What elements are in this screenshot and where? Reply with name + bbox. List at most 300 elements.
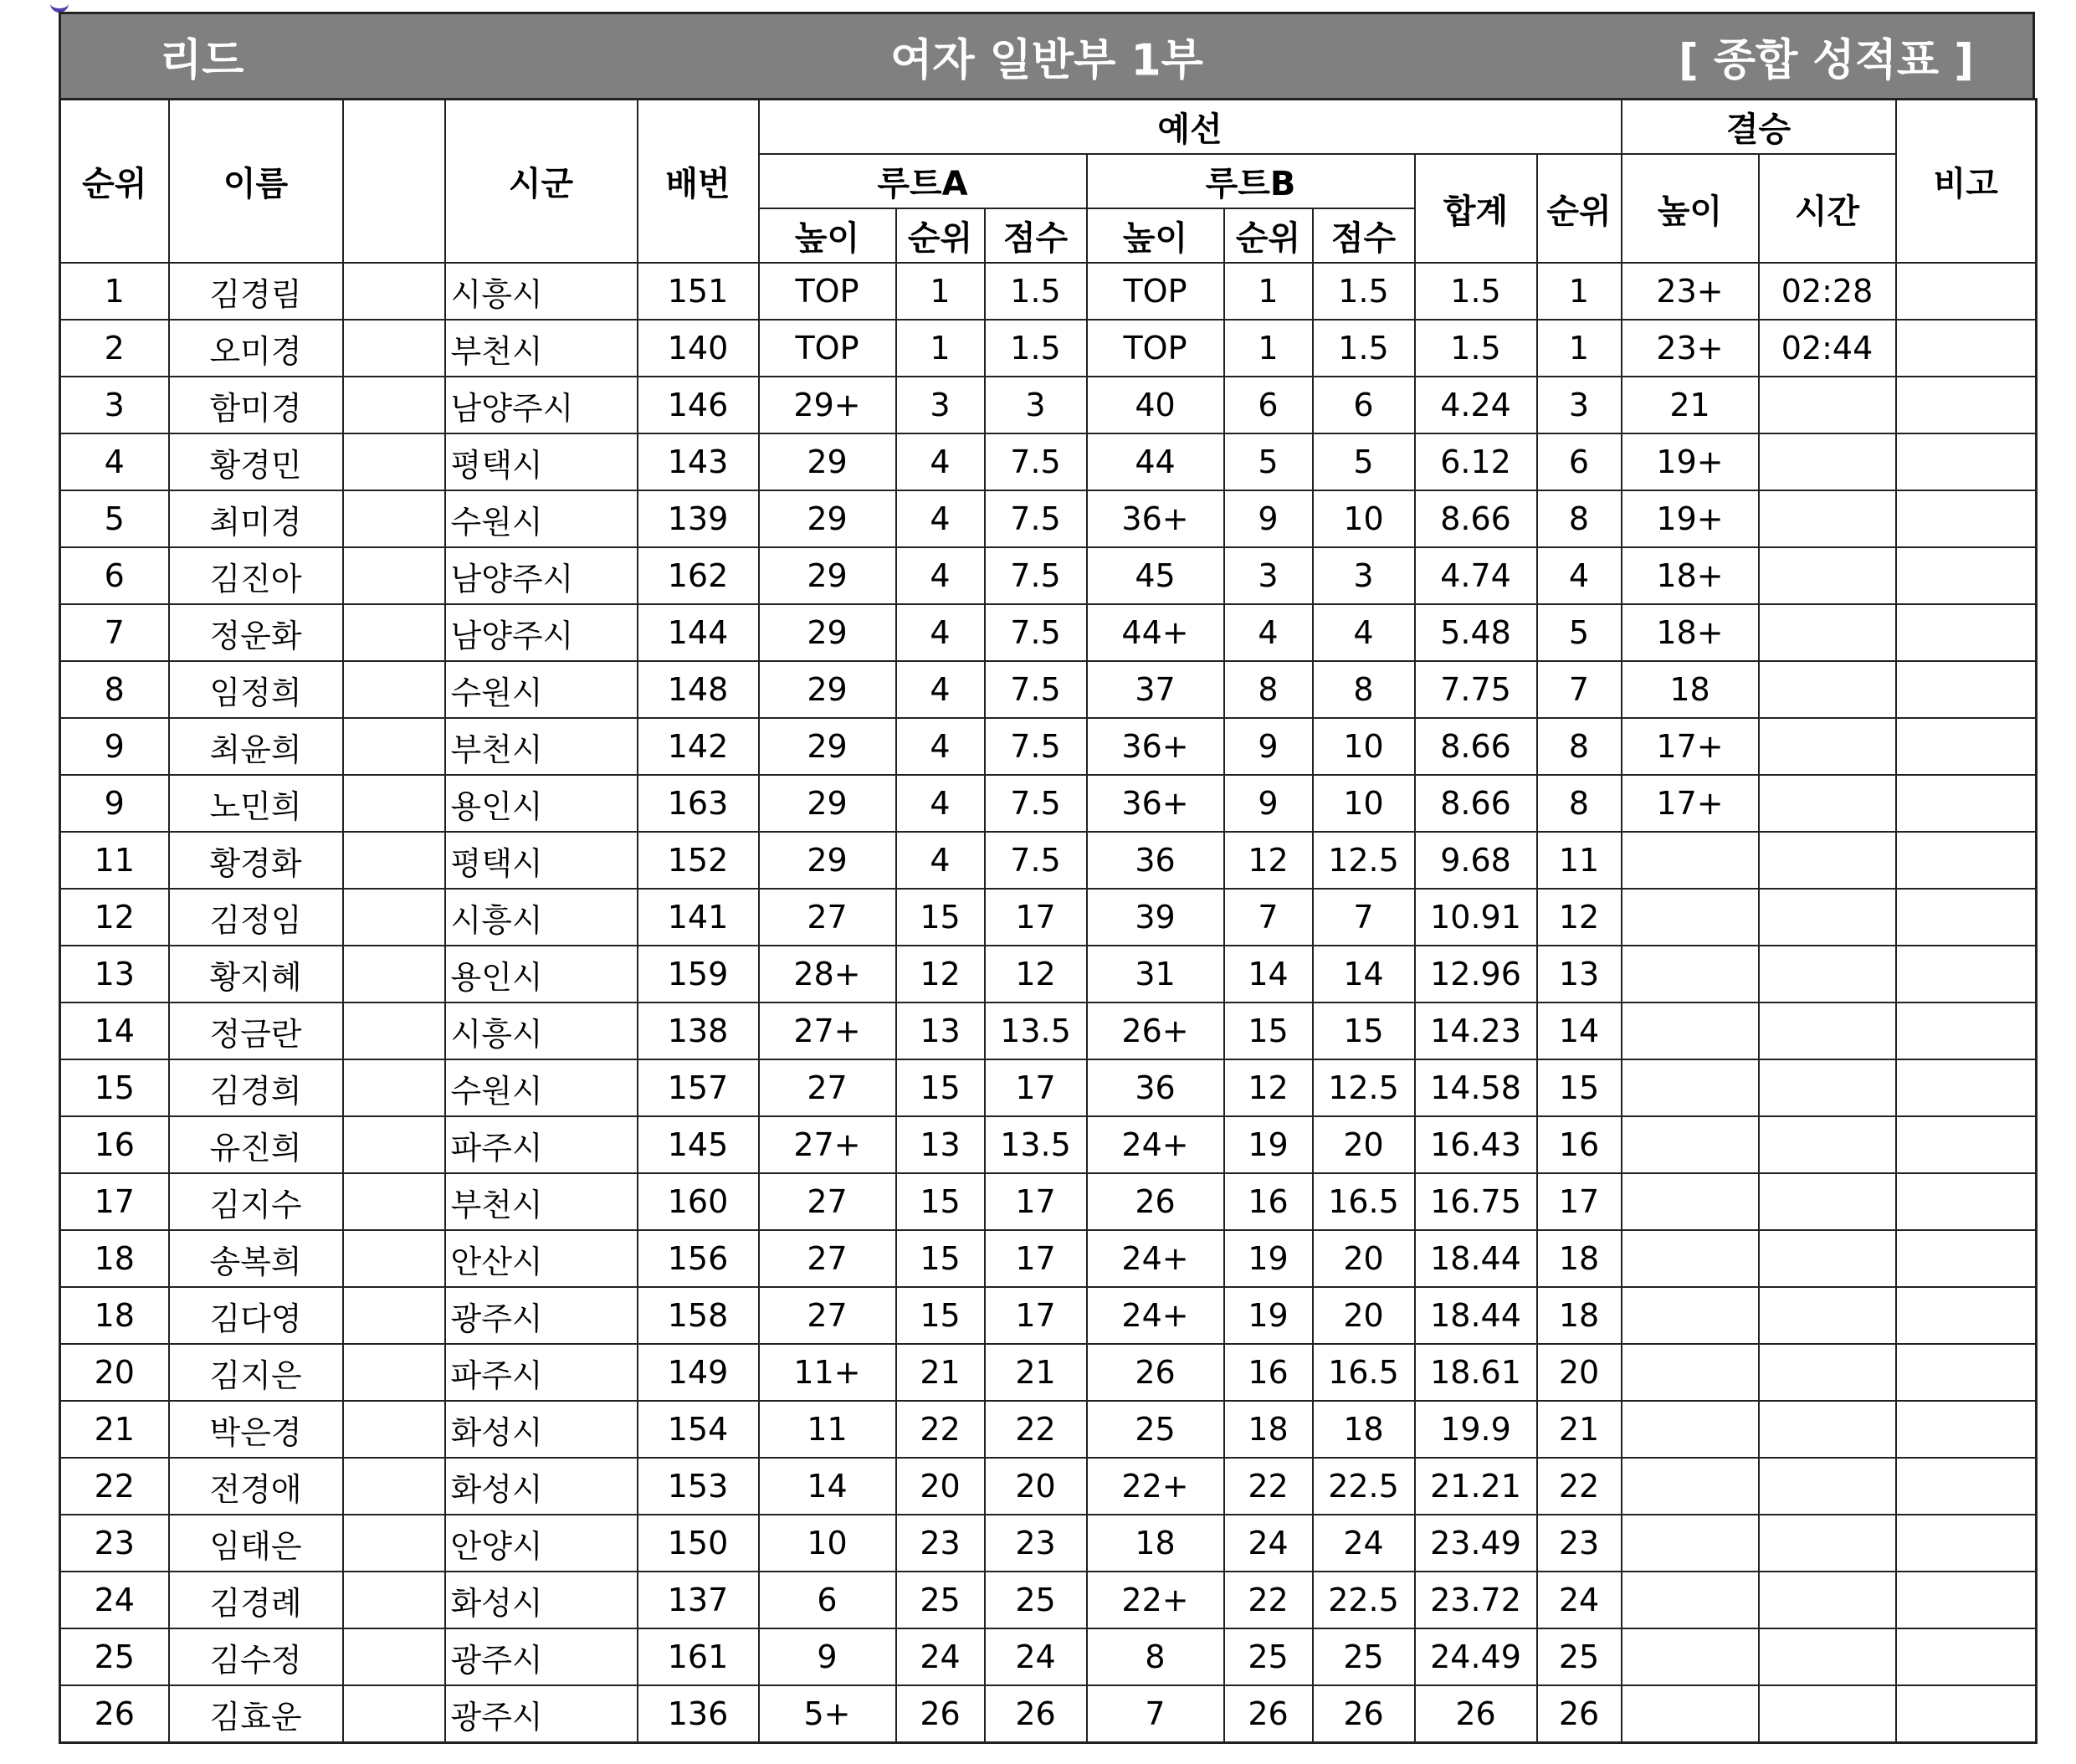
cell-route-b-score: 24 (1313, 1515, 1415, 1572)
cell-rank: 6 (60, 547, 169, 604)
cell-route-b-height: TOP (1087, 263, 1224, 320)
cell-route-a-height: 27+ (759, 1003, 896, 1059)
cell-qual-rank: 11 (1537, 832, 1622, 889)
cell-final-height (1622, 1116, 1759, 1173)
cell-bib: 150 (638, 1515, 759, 1572)
cell-route-a-place: 4 (896, 547, 985, 604)
cell-bib: 137 (638, 1572, 759, 1628)
cell-qual-rank: 22 (1537, 1458, 1622, 1515)
cell-city: 화성시 (445, 1458, 638, 1515)
cell-note (1896, 604, 2037, 661)
cell-final-time (1759, 832, 1896, 889)
cell-name: 오미경 (169, 320, 343, 377)
cell-route-a-place: 4 (896, 433, 985, 490)
cell-name: 김경희 (169, 1059, 343, 1116)
cell-qual-rank: 18 (1537, 1287, 1622, 1344)
cell-city: 안양시 (445, 1515, 638, 1572)
cell-route-b-height: 39 (1087, 889, 1224, 946)
cell-route-b-place: 14 (1224, 946, 1313, 1003)
corner-decoration (50, 0, 69, 13)
cell-route-a-score: 23 (985, 1515, 1087, 1572)
cell-route-a-height: 29 (759, 775, 896, 832)
cell-city: 남양주시 (445, 377, 638, 433)
cell-route-b-height: 36 (1087, 1059, 1224, 1116)
cell-route-a-score: 1.5 (985, 320, 1087, 377)
cell-final-time: 02:28 (1759, 263, 1896, 320)
header-route-b-height: 높이 (1087, 208, 1224, 263)
table-row (60, 1515, 2037, 1572)
cell-route-a-place: 3 (896, 377, 985, 433)
table-row (60, 433, 2037, 490)
cell-route-b-place: 7 (1224, 889, 1313, 946)
cell-final-height (1622, 1003, 1759, 1059)
cell-name: 박은경 (169, 1401, 343, 1458)
cell-city: 평택시 (445, 433, 638, 490)
cell-bib: 138 (638, 1003, 759, 1059)
cell-qual-rank: 1 (1537, 263, 1622, 320)
cell-route-b-height: TOP (1087, 320, 1224, 377)
table-row (60, 1458, 2037, 1515)
cell-final-time (1759, 1059, 1896, 1116)
cell-route-b-place: 9 (1224, 490, 1313, 547)
cell-rank: 21 (60, 1401, 169, 1458)
cell-rank: 5 (60, 490, 169, 547)
header-route-b-score: 점수 (1313, 208, 1415, 263)
cell-sum: 1.5 (1415, 263, 1537, 320)
cell-bib: 160 (638, 1173, 759, 1230)
cell-route-b-height: 26+ (1087, 1003, 1224, 1059)
cell-route-b-score: 10 (1313, 775, 1415, 832)
cell-route-b-place: 12 (1224, 832, 1313, 889)
cell-note (1896, 832, 2037, 889)
cell-name: 유진희 (169, 1116, 343, 1173)
cell-route-b-height: 24+ (1087, 1230, 1224, 1287)
cell-name: 김정임 (169, 889, 343, 946)
cell-city: 남양주시 (445, 547, 638, 604)
table-row (60, 1230, 2037, 1287)
header-rank: 순위 (60, 100, 169, 264)
cell-note (1896, 377, 2037, 433)
cell-name: 전경애 (169, 1458, 343, 1515)
cell-qual-rank: 24 (1537, 1572, 1622, 1628)
cell-qual-rank: 21 (1537, 1401, 1622, 1458)
cell-city: 용인시 (445, 946, 638, 1003)
cell-final-height (1622, 1173, 1759, 1230)
cell-route-a-place: 4 (896, 661, 985, 718)
cell-route-a-height: 27+ (759, 1116, 896, 1173)
cell-route-b-place: 22 (1224, 1458, 1313, 1515)
results-sheet (59, 12, 2035, 1744)
cell-bib: 140 (638, 320, 759, 377)
cell-qual-rank: 14 (1537, 1003, 1622, 1059)
cell-route-a-height: 9 (759, 1628, 896, 1685)
cell-route-b-score: 7 (1313, 889, 1415, 946)
cell-bib: 157 (638, 1059, 759, 1116)
cell-route-a-score: 13.5 (985, 1003, 1087, 1059)
cell-final-height (1622, 1458, 1759, 1515)
table-row (60, 320, 2037, 377)
cell-final-height (1622, 1059, 1759, 1116)
cell-route-b-place: 9 (1224, 718, 1313, 775)
cell-route-a-score: 13.5 (985, 1116, 1087, 1173)
cell-route-a-score: 3 (985, 377, 1087, 433)
table-row (60, 775, 2037, 832)
cell-final-time (1759, 1685, 1896, 1743)
cell-route-a-score: 7.5 (985, 661, 1087, 718)
cell-route-b-score: 16.5 (1313, 1173, 1415, 1230)
cell-city: 안산시 (445, 1230, 638, 1287)
cell-blank (343, 1344, 445, 1401)
cell-route-b-score: 10 (1313, 490, 1415, 547)
cell-route-a-height: 11+ (759, 1344, 896, 1401)
cell-route-b-height: 26 (1087, 1344, 1224, 1401)
cell-note (1896, 1628, 2037, 1685)
cell-route-a-score: 1.5 (985, 263, 1087, 320)
cell-final-height: 23+ (1622, 320, 1759, 377)
header-route-b: 루트B (1087, 154, 1415, 208)
sheet-type-label: [ 종합 성적표 ] (1678, 35, 1974, 86)
cell-sum: 18.44 (1415, 1287, 1537, 1344)
cell-bib: 144 (638, 604, 759, 661)
cell-route-b-place: 22 (1224, 1572, 1313, 1628)
cell-final-time (1759, 604, 1896, 661)
cell-name: 함미경 (169, 377, 343, 433)
cell-blank (343, 1685, 445, 1743)
cell-sum: 14.58 (1415, 1059, 1537, 1116)
cell-rank: 11 (60, 832, 169, 889)
cell-qual-rank: 20 (1537, 1344, 1622, 1401)
category-title: 여자 일반부 1부 (890, 35, 1203, 86)
cell-route-a-height: 29 (759, 490, 896, 547)
cell-bib: 159 (638, 946, 759, 1003)
cell-final-height (1622, 1628, 1759, 1685)
cell-note (1896, 718, 2037, 775)
cell-final-time (1759, 946, 1896, 1003)
cell-route-b-place: 4 (1224, 604, 1313, 661)
cell-route-b-height: 36+ (1087, 718, 1224, 775)
cell-route-a-height: 29 (759, 832, 896, 889)
table-row (60, 604, 2037, 661)
table-row (60, 1059, 2037, 1116)
cell-rank: 23 (60, 1515, 169, 1572)
cell-route-a-place: 23 (896, 1515, 985, 1572)
cell-final-time (1759, 1287, 1896, 1344)
cell-route-b-height: 24+ (1087, 1116, 1224, 1173)
cell-blank (343, 377, 445, 433)
cell-qual-rank: 16 (1537, 1116, 1622, 1173)
cell-bib: 145 (638, 1116, 759, 1173)
cell-route-a-score: 7.5 (985, 718, 1087, 775)
cell-sum: 8.66 (1415, 718, 1537, 775)
cell-blank (343, 832, 445, 889)
cell-route-b-place: 19 (1224, 1230, 1313, 1287)
cell-route-b-height: 40 (1087, 377, 1224, 433)
cell-rank: 9 (60, 775, 169, 832)
cell-sum: 12.96 (1415, 946, 1537, 1003)
cell-final-time (1759, 1230, 1896, 1287)
cell-route-b-height: 25 (1087, 1401, 1224, 1458)
cell-route-b-score: 10 (1313, 718, 1415, 775)
cell-route-b-score: 12.5 (1313, 1059, 1415, 1116)
cell-route-a-height: 29 (759, 604, 896, 661)
cell-route-a-score: 24 (985, 1628, 1087, 1685)
cell-blank (343, 547, 445, 604)
cell-route-a-place: 4 (896, 775, 985, 832)
cell-route-a-score: 17 (985, 1173, 1087, 1230)
cell-city: 수원시 (445, 490, 638, 547)
cell-route-a-place: 13 (896, 1116, 985, 1173)
header-name: 이름 (169, 100, 343, 264)
cell-rank: 3 (60, 377, 169, 433)
cell-final-time (1759, 1458, 1896, 1515)
cell-name: 김지수 (169, 1173, 343, 1230)
cell-route-b-height: 18 (1087, 1515, 1224, 1572)
cell-route-b-place: 19 (1224, 1287, 1313, 1344)
cell-final-time (1759, 490, 1896, 547)
cell-city: 화성시 (445, 1572, 638, 1628)
cell-qual-rank: 12 (1537, 889, 1622, 946)
cell-route-b-score: 4 (1313, 604, 1415, 661)
cell-city: 시흥시 (445, 263, 638, 320)
cell-final-height: 17+ (1622, 718, 1759, 775)
cell-note (1896, 490, 2037, 547)
cell-blank (343, 718, 445, 775)
cell-bib: 151 (638, 263, 759, 320)
cell-route-b-height: 22+ (1087, 1572, 1224, 1628)
cell-route-b-score: 22.5 (1313, 1458, 1415, 1515)
cell-route-b-place: 25 (1224, 1628, 1313, 1685)
cell-name: 김지은 (169, 1344, 343, 1401)
header-bib: 배번 (638, 100, 759, 264)
cell-sum: 7.75 (1415, 661, 1537, 718)
cell-blank (343, 1173, 445, 1230)
cell-city: 수원시 (445, 661, 638, 718)
cell-final-time (1759, 1344, 1896, 1401)
cell-route-b-score: 12.5 (1313, 832, 1415, 889)
cell-rank: 8 (60, 661, 169, 718)
cell-final-height: 19+ (1622, 433, 1759, 490)
cell-sum: 18.44 (1415, 1230, 1537, 1287)
cell-blank (343, 1287, 445, 1344)
header-city: 시군 (445, 100, 638, 264)
cell-route-a-place: 12 (896, 946, 985, 1003)
cell-blank (343, 1458, 445, 1515)
cell-qual-rank: 5 (1537, 604, 1622, 661)
cell-route-a-height: 27 (759, 1173, 896, 1230)
cell-city: 파주시 (445, 1116, 638, 1173)
cell-rank: 20 (60, 1344, 169, 1401)
header-route-a-height: 높이 (759, 208, 896, 263)
cell-route-a-score: 22 (985, 1401, 1087, 1458)
cell-route-b-place: 8 (1224, 661, 1313, 718)
cell-final-height (1622, 1401, 1759, 1458)
cell-route-b-height: 24+ (1087, 1287, 1224, 1344)
cell-bib: 149 (638, 1344, 759, 1401)
cell-city: 용인시 (445, 775, 638, 832)
cell-blank (343, 263, 445, 320)
cell-route-a-height: 27 (759, 889, 896, 946)
cell-rank: 4 (60, 433, 169, 490)
cell-city: 광주시 (445, 1287, 638, 1344)
cell-route-b-place: 12 (1224, 1059, 1313, 1116)
cell-qual-rank: 4 (1537, 547, 1622, 604)
cell-route-a-place: 4 (896, 490, 985, 547)
cell-rank: 13 (60, 946, 169, 1003)
cell-note (1896, 1344, 2037, 1401)
cell-route-a-place: 13 (896, 1003, 985, 1059)
cell-route-a-place: 15 (896, 1230, 985, 1287)
cell-route-a-score: 25 (985, 1572, 1087, 1628)
cell-route-b-height: 36+ (1087, 775, 1224, 832)
cell-route-b-place: 16 (1224, 1344, 1313, 1401)
cell-route-a-score: 7.5 (985, 775, 1087, 832)
cell-final-time (1759, 889, 1896, 946)
cell-note (1896, 1458, 2037, 1515)
table-row (60, 490, 2037, 547)
cell-name: 김진아 (169, 547, 343, 604)
header-route-a-place: 순위 (896, 208, 985, 263)
cell-note (1896, 320, 2037, 377)
cell-rank: 15 (60, 1059, 169, 1116)
title-banner (59, 12, 2035, 98)
cell-route-b-place: 5 (1224, 433, 1313, 490)
cell-final-time (1759, 1515, 1896, 1572)
cell-route-a-score: 7.5 (985, 433, 1087, 490)
table-row (60, 547, 2037, 604)
cell-route-b-height: 37 (1087, 661, 1224, 718)
cell-route-a-height: 10 (759, 1515, 896, 1572)
cell-sum: 19.9 (1415, 1401, 1537, 1458)
cell-route-a-height: 29 (759, 661, 896, 718)
discipline-label: 리드 (160, 35, 244, 86)
cell-route-a-height: 29 (759, 547, 896, 604)
cell-route-b-place: 3 (1224, 547, 1313, 604)
cell-bib: 152 (638, 832, 759, 889)
header-blank (343, 100, 445, 264)
cell-qual-rank: 1 (1537, 320, 1622, 377)
cell-final-height: 18+ (1622, 547, 1759, 604)
cell-sum: 4.74 (1415, 547, 1537, 604)
header-route-a-score: 점수 (985, 208, 1087, 263)
cell-route-a-height: 27 (759, 1287, 896, 1344)
cell-route-b-score: 20 (1313, 1116, 1415, 1173)
table-row (60, 1401, 2037, 1458)
cell-final-height: 18 (1622, 661, 1759, 718)
cell-city: 화성시 (445, 1401, 638, 1458)
cell-bib: 163 (638, 775, 759, 832)
cell-route-a-score: 7.5 (985, 547, 1087, 604)
cell-bib: 139 (638, 490, 759, 547)
cell-final-height (1622, 1230, 1759, 1287)
cell-route-b-score: 26 (1313, 1685, 1415, 1743)
cell-route-a-score: 12 (985, 946, 1087, 1003)
cell-route-a-score: 17 (985, 1287, 1087, 1344)
cell-qual-rank: 25 (1537, 1628, 1622, 1685)
cell-name: 정운화 (169, 604, 343, 661)
cell-final-height (1622, 1515, 1759, 1572)
cell-route-b-place: 16 (1224, 1173, 1313, 1230)
header-qualifier: 예선 (759, 100, 1622, 155)
cell-route-a-score: 21 (985, 1344, 1087, 1401)
table-row (60, 832, 2037, 889)
cell-blank (343, 889, 445, 946)
cell-route-a-place: 4 (896, 832, 985, 889)
cell-route-a-score: 7.5 (985, 832, 1087, 889)
table-row (60, 1287, 2037, 1344)
cell-blank (343, 433, 445, 490)
cell-note (1896, 1173, 2037, 1230)
cell-qual-rank: 8 (1537, 718, 1622, 775)
cell-blank (343, 946, 445, 1003)
cell-route-b-height: 45 (1087, 547, 1224, 604)
table-row (60, 718, 2037, 775)
cell-route-a-height: 27 (759, 1059, 896, 1116)
cell-route-b-place: 15 (1224, 1003, 1313, 1059)
cell-rank: 26 (60, 1685, 169, 1743)
cell-city: 부천시 (445, 320, 638, 377)
cell-route-b-score: 3 (1313, 547, 1415, 604)
cell-final-time (1759, 547, 1896, 604)
cell-route-b-height: 7 (1087, 1685, 1224, 1743)
cell-final-time (1759, 775, 1896, 832)
cell-rank: 22 (60, 1458, 169, 1515)
cell-route-a-place: 26 (896, 1685, 985, 1743)
cell-rank: 17 (60, 1173, 169, 1230)
cell-sum: 5.48 (1415, 604, 1537, 661)
cell-final-height: 18+ (1622, 604, 1759, 661)
cell-route-a-height: 27 (759, 1230, 896, 1287)
cell-sum: 26 (1415, 1685, 1537, 1743)
cell-final-time (1759, 661, 1896, 718)
cell-final-height (1622, 946, 1759, 1003)
results-table (59, 98, 2038, 1744)
cell-qual-rank: 6 (1537, 433, 1622, 490)
cell-route-a-score: 17 (985, 1059, 1087, 1116)
cell-name: 임정희 (169, 661, 343, 718)
cell-route-a-height: 11 (759, 1401, 896, 1458)
cell-city: 남양주시 (445, 604, 638, 661)
cell-route-a-place: 15 (896, 1173, 985, 1230)
cell-city: 부천시 (445, 718, 638, 775)
cell-rank: 9 (60, 718, 169, 775)
cell-route-b-score: 20 (1313, 1230, 1415, 1287)
cell-name: 최윤희 (169, 718, 343, 775)
header-route-a: 루트A (759, 154, 1087, 208)
cell-note (1896, 1685, 2037, 1743)
cell-route-a-height: 29 (759, 718, 896, 775)
cell-rank: 16 (60, 1116, 169, 1173)
cell-note (1896, 1230, 2037, 1287)
cell-name: 송복희 (169, 1230, 343, 1287)
cell-note (1896, 1003, 2037, 1059)
cell-sum: 18.61 (1415, 1344, 1537, 1401)
cell-qual-rank: 15 (1537, 1059, 1622, 1116)
cell-name: 김경림 (169, 263, 343, 320)
cell-sum: 21.21 (1415, 1458, 1537, 1515)
cell-name: 최미경 (169, 490, 343, 547)
cell-bib: 156 (638, 1230, 759, 1287)
cell-note (1896, 661, 2037, 718)
cell-final-time (1759, 433, 1896, 490)
cell-route-b-height: 22+ (1087, 1458, 1224, 1515)
cell-route-b-score: 1.5 (1313, 320, 1415, 377)
cell-name: 김다영 (169, 1287, 343, 1344)
cell-rank: 14 (60, 1003, 169, 1059)
cell-name: 김수정 (169, 1628, 343, 1685)
cell-city: 수원시 (445, 1059, 638, 1116)
cell-route-a-score: 17 (985, 1230, 1087, 1287)
cell-route-a-height: 28+ (759, 946, 896, 1003)
